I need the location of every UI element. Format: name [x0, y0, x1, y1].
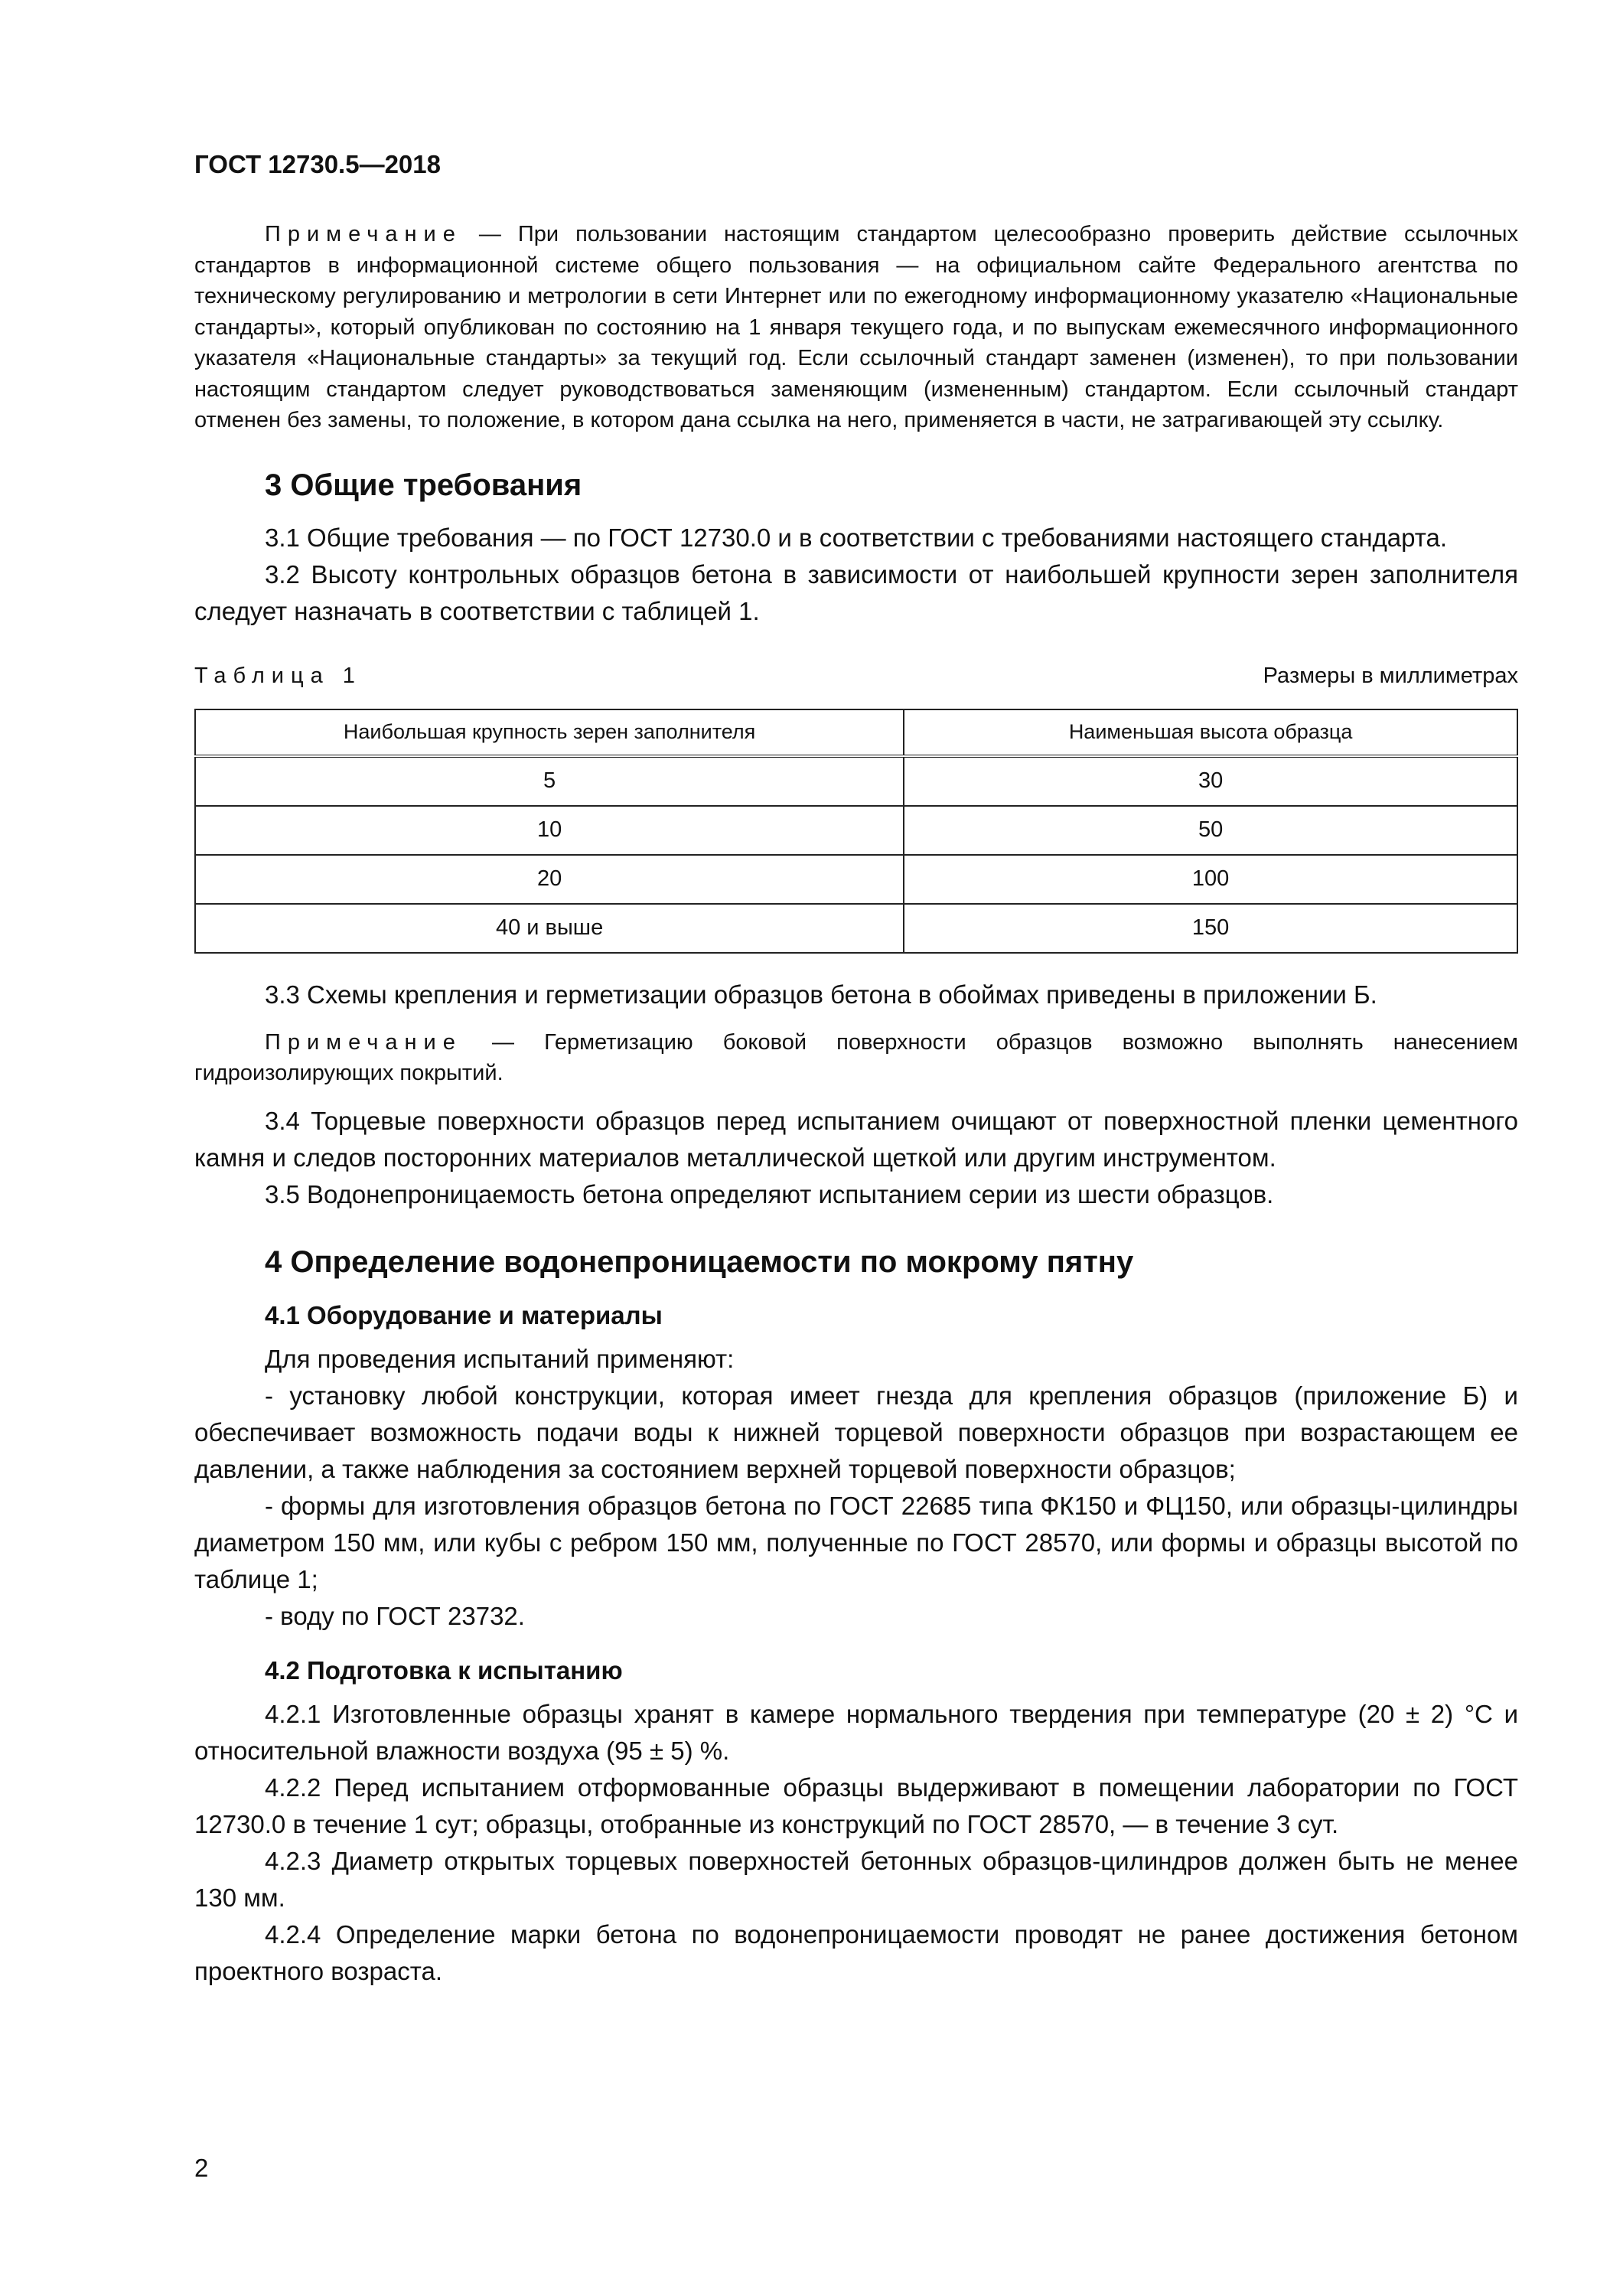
spacer — [194, 1013, 1518, 1027]
table-units: Размеры в миллиметрах — [1263, 663, 1518, 688]
document-header: ГОСТ 12730.5—2018 — [194, 150, 441, 178]
note-text: — При пользовании настоящим стандартом целесообразно проверить действие ссылочных стандартов в информационной системе общего пользования — на официальном сайте Федерального агентства по техническому регулированию и метрологии в сети Интернет или по ежегодному информационному указателю «Национальные стандарты», который опубликован по состоянию на 1 января текущего года, и по выпускам ежемесячного информационного указателя «Национальные стандарты» за текущий год. Если ссылочный стандарт заменен (изменен), то при пользовании настоящим стандартом следует руководствоваться заменяющим (измененным) стандартом. Если ссылочный стандарт отменен без замены, то положение, в котором дана ссылка на него, применяется в части, не затрагивающей эту ссылку. — [194, 222, 1518, 432]
paragraph-3-2: 3.2 Высоту контрольных образцов бетона в зависимости от наибольшей крупности зерен заполнителя следует назначать в соответствии с таблицей 1. — [194, 559, 1518, 625]
subsection-4-2-title: 4.2 Подготовка к испытанию — [265, 1655, 623, 1684]
table-row — [195, 756, 1517, 806]
table-caption-row — [194, 664, 1518, 689]
note-label: Примечание — [265, 222, 462, 246]
spacer — [194, 954, 1518, 977]
list-item: - формы для изготовления образцов бетона по ГОСТ 22685 типа ФК150 и ФЦ150, или образцы-цилиндры диаметром 150 мм, или кубы с ребром 150 мм, полученные по ГОСТ 28570, или формы и образцы высотой по таблице 1; — [194, 1491, 1518, 1593]
table-label: Таблица 1 — [194, 663, 362, 688]
table-cell: 30 — [904, 756, 1517, 806]
table-cell: 10 — [195, 806, 904, 855]
note-label: Примечание — [265, 1029, 462, 1055]
table-1 — [194, 709, 1518, 954]
table-cell: 100 — [904, 855, 1517, 904]
section-4-title: 4 Определение водонепроницаемости по мокрому пятну — [265, 1244, 1134, 1279]
paragraph-3-3: 3.3 Схемы крепления и герметизации образцов бетона в обоймах приведены в приложении Б. — [265, 980, 1377, 1009]
note-references — [194, 219, 1518, 436]
table-cell: 150 — [904, 904, 1517, 953]
table-row — [195, 855, 1517, 904]
paragraph-4-2-1: 4.2.1 Изготовленные образцы хранят в камере нормального твердения при температуре (20 ± 2) °С и относительной влажности воздуха (95 ± 5) %. — [194, 1699, 1518, 1765]
spacer — [194, 1089, 1518, 1103]
list-item: - воду по ГОСТ 23732. — [265, 1601, 525, 1630]
paragraph-4-2-4: 4.2.4 Определение марки бетона по водонепроницаемости проводят не ранее достижения бетоном проектного возраста. — [194, 1919, 1518, 1985]
table-cell: 5 — [195, 756, 904, 806]
list-item: - установку любой конструкции, которая имеет гнезда для крепления образцов (приложение Б) и обеспечивает возможность подачи воды к нижней торцевой поверхности образцов при возрастающем ее давлении, а также наблюдения за состоянием верхней торцевой поверхности образцов; — [194, 1381, 1518, 1483]
table-header-cell: Наибольшая крупность зерен заполнителя — [195, 709, 904, 756]
note-sealing — [194, 1027, 1518, 1089]
paragraph-3-4: 3.4 Торцевые поверхности образцов перед испытанием очищают от поверхностной пленки цементного камня и следов посторонних материалов металлической щеткой или другим инструментом. — [194, 1106, 1518, 1172]
table-row — [195, 806, 1517, 855]
table-cell: 50 — [904, 806, 1517, 855]
table-row — [195, 904, 1517, 953]
subsection-4-1-title: 4.1 Оборудование и материалы — [265, 1300, 663, 1329]
paragraph-3-1: 3.1 Общие требования — по ГОСТ 12730.0 и в соответствии с требованиями настоящего стандарта. — [265, 523, 1448, 552]
table-cell: 40 и выше — [195, 904, 904, 953]
section-3-title: 3 Общие требования — [265, 468, 582, 502]
paragraph-3-5: 3.5 Водонепроницаемость бетона определяют испытанием серии из шести образцов. — [265, 1179, 1274, 1208]
page-content — [194, 219, 1518, 1990]
paragraph-4-2-3: 4.2.3 Диаметр открытых торцевых поверхностей бетонных образцов-цилиндров должен быть не менее 130 мм. — [194, 1846, 1518, 1912]
paragraph-4-1-intro: Для проведения испытаний применяют: — [265, 1344, 735, 1373]
table-cell: 20 — [195, 855, 904, 904]
paragraph-4-2-2: 4.2.2 Перед испытанием отформованные образцы выдерживают в помещении лаборатории по ГОСТ 12730.0 в течение 1 сут; образцы, отобранные из конструкций по ГОСТ 28570, — в течение 3 сут. — [194, 1773, 1518, 1838]
page-number: 2 — [194, 2154, 209, 2182]
table-header-cell: Наименьшая высота образца — [904, 709, 1517, 756]
note-text: — Герметизацию боковой поверхности образцов возможно выполнять нанесением гидроизолирующих покрытий. — [194, 1029, 1518, 1085]
table-header-row — [195, 709, 1517, 756]
